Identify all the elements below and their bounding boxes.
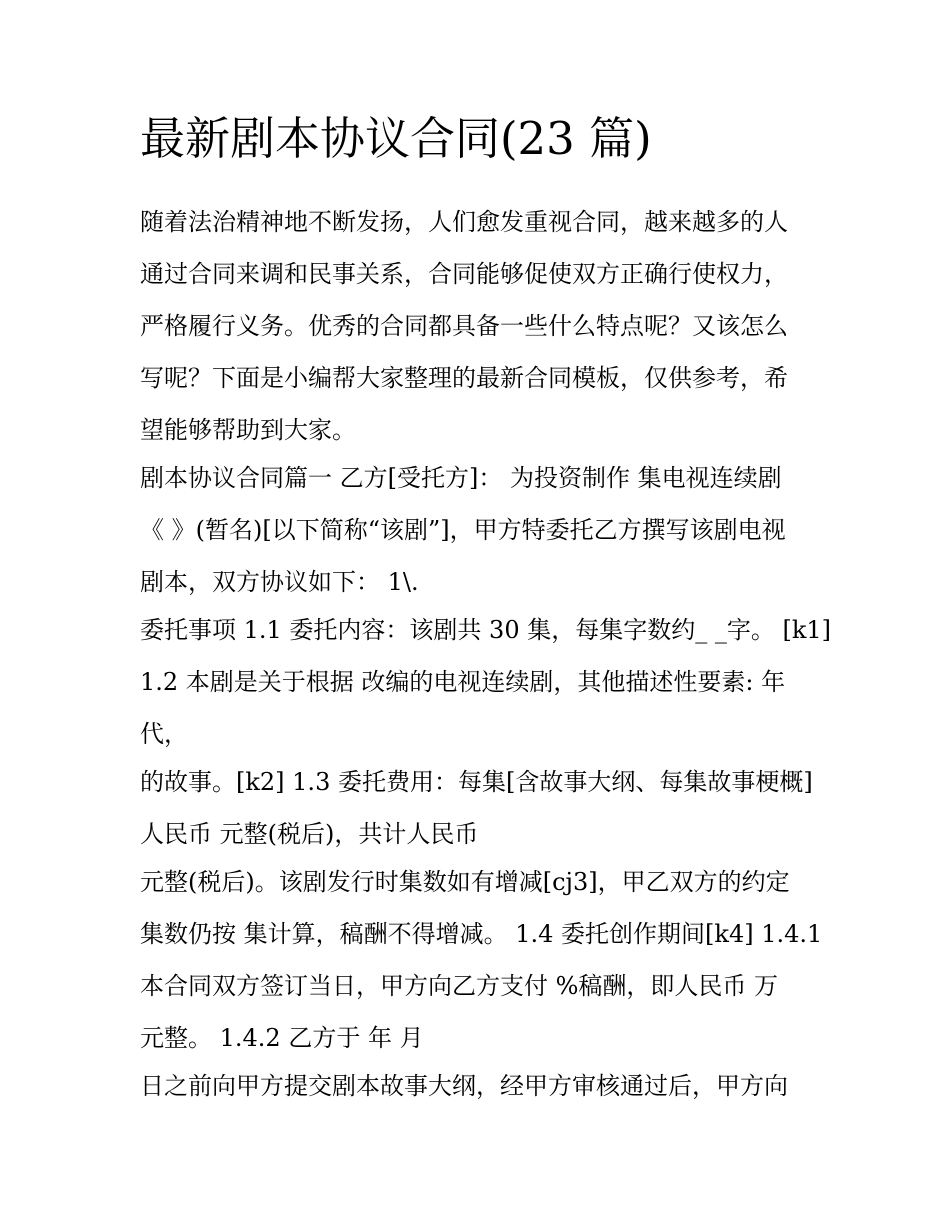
paragraph-line: 通过合同来调和民事关系，合同能够促使双方正确行使权力，: [140, 260, 788, 288]
paragraph-line: 人民币 元整(税后)，共计人民币: [140, 820, 479, 848]
paragraph-line: 代，: [140, 720, 188, 748]
paragraph-line: 剧本协议合同篇一 乙方[受托方]： 为投资制作 集电视连续剧: [140, 464, 782, 492]
paragraph-line: 本合同双方签订当日，甲方向乙方支付 %稿酬，即人民币 万: [140, 972, 779, 1000]
paragraph-line: 元整。 1.4.2 乙方于 年 月: [140, 1024, 424, 1052]
paragraph-line: 日之前向甲方提交剧本故事大纲，经甲方审核通过后，甲方向: [140, 1072, 788, 1100]
paragraph-line: 剧本，双方协议如下： 1\.: [140, 568, 419, 596]
paragraph-line: 的故事。[k2] 1.3 委托费用：每集[含故事大纲、每集故事梗概]: [140, 768, 813, 796]
paragraph-line: 《 》(暂名)[以下简称“该剧”]，甲方特委托乙方撰写该剧电视: [140, 516, 786, 544]
paragraph-line: 写呢？下面是小编帮大家整理的最新合同模板，仅供参考，希: [140, 364, 788, 392]
paragraph-line: 随着法治精神地不断发扬，人们愈发重视合同，越来越多的人: [140, 208, 788, 236]
paragraph-line: 委托事项 1.1 委托内容：该剧共 30 集，每集字数约_ _字。 [k1]: [140, 616, 832, 644]
paragraph-line: 严格履行义务。优秀的合同都具备一些什么特点呢？又该怎么: [140, 312, 788, 340]
paragraph-line: 望能够帮助到大家。: [140, 416, 356, 444]
paragraph-line: 元整(税后)。该剧发行时集数如有增减[cj3]，甲乙双方的约定: [140, 868, 790, 896]
paragraph-line: 集数仍按 集计算，稿酬不得增减。 1.4 委托创作期间[k4] 1.4.1: [140, 920, 823, 948]
paragraph-line: 1.2 本剧是关于根据 改编的电视连续剧，其他描述性要素: 年: [140, 668, 786, 696]
document-title: 最新剧本协议合同(23 篇): [140, 112, 652, 165]
